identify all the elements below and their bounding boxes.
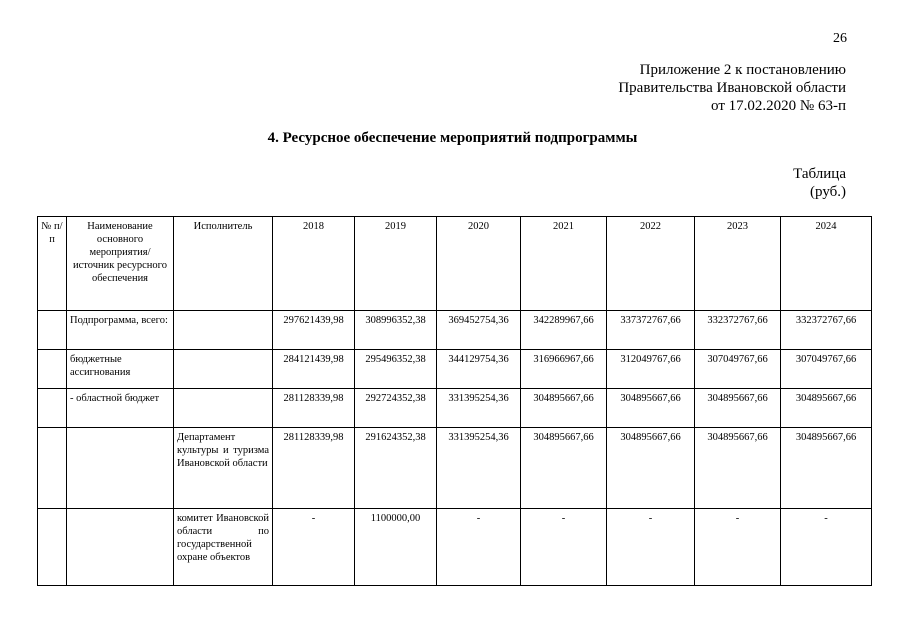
- cell-number: [38, 428, 67, 509]
- cell-value: 304895667,66: [695, 428, 781, 509]
- header-number: № п/п: [38, 217, 67, 311]
- cell-value: 344129754,36: [437, 350, 521, 389]
- resource-table: [37, 216, 872, 586]
- cell-value: -: [521, 509, 607, 586]
- cell-value: 284121439,98: [273, 350, 355, 389]
- cell-name: [67, 428, 174, 509]
- cell-value: -: [607, 509, 695, 586]
- cell-name: Подпрограмма, всего:: [67, 311, 174, 350]
- appendix-line: от 17.02.2020 № 63-п: [711, 98, 846, 114]
- cell-value: 304895667,66: [607, 428, 695, 509]
- cell-value: 331395254,36: [437, 428, 521, 509]
- cell-executor: Департамент культуры и туризма Ивановской области: [174, 428, 273, 509]
- table-row: [38, 428, 872, 509]
- cell-value: 337372767,66: [607, 311, 695, 350]
- cell-value: 304895667,66: [695, 389, 781, 428]
- cell-value: 312049767,66: [607, 350, 695, 389]
- header-year: 2022: [607, 217, 695, 311]
- header-name: Наименование основного мероприятия/ источник ресурсного обеспечения: [67, 217, 174, 311]
- cell-executor: комитет Ивановской области по государственной охране объектов: [174, 509, 273, 586]
- cell-value: -: [437, 509, 521, 586]
- page-number: 26: [833, 31, 847, 46]
- table-row: [38, 389, 872, 428]
- cell-value: -: [695, 509, 781, 586]
- header-year: 2023: [695, 217, 781, 311]
- currency-unit: (руб.): [810, 184, 846, 200]
- cell-value: 281128339,98: [273, 428, 355, 509]
- appendix-reference: [618, 61, 846, 115]
- cell-value: 304895667,66: [521, 428, 607, 509]
- resource-table-container: [37, 216, 871, 586]
- cell-value: 304895667,66: [521, 389, 607, 428]
- header-executor: Исполнитель: [174, 217, 273, 311]
- cell-value: 304895667,66: [607, 389, 695, 428]
- cell-value: 295496352,38: [355, 350, 437, 389]
- cell-number: [38, 311, 67, 350]
- cell-value: 304895667,66: [781, 428, 872, 509]
- cell-name: [67, 509, 174, 586]
- cell-value: 291624352,38: [355, 428, 437, 509]
- cell-value: -: [781, 509, 872, 586]
- cell-executor: [174, 311, 273, 350]
- cell-value: 332372767,66: [781, 311, 872, 350]
- cell-value: 332372767,66: [695, 311, 781, 350]
- table-label: Таблица: [793, 166, 846, 182]
- header-year: 2018: [273, 217, 355, 311]
- header-year: 2024: [781, 217, 872, 311]
- table-label-block: [793, 165, 846, 201]
- cell-value: 281128339,98: [273, 389, 355, 428]
- cell-value: 307049767,66: [695, 350, 781, 389]
- cell-value: 369452754,36: [437, 311, 521, 350]
- cell-number: [38, 389, 67, 428]
- header-year: 2021: [521, 217, 607, 311]
- header-year: 2019: [355, 217, 437, 311]
- cell-value: 307049767,66: [781, 350, 872, 389]
- appendix-line: Правительства Ивановской области: [618, 80, 846, 96]
- cell-number: [38, 350, 67, 389]
- table-row: [38, 350, 872, 389]
- header-year: 2020: [437, 217, 521, 311]
- table-header-row: [38, 217, 872, 311]
- cell-value: 308996352,38: [355, 311, 437, 350]
- cell-name: бюджетные ассигнования: [67, 350, 174, 389]
- cell-value: 342289967,66: [521, 311, 607, 350]
- cell-name: - областной бюджет: [67, 389, 174, 428]
- cell-executor: [174, 350, 273, 389]
- cell-executor: [174, 389, 273, 428]
- table-row: [38, 311, 872, 350]
- cell-value: 1100000,00: [355, 509, 437, 586]
- cell-value: 331395254,36: [437, 389, 521, 428]
- cell-value: 292724352,38: [355, 389, 437, 428]
- appendix-line: Приложение 2 к постановлению: [639, 62, 846, 78]
- cell-value: -: [273, 509, 355, 586]
- table-row: [38, 509, 872, 586]
- cell-value: 297621439,98: [273, 311, 355, 350]
- cell-value: 316966967,66: [521, 350, 607, 389]
- cell-number: [38, 509, 67, 586]
- cell-value: 304895667,66: [781, 389, 872, 428]
- section-title: 4. Ресурсное обеспечение мероприятий подпрограммы: [267, 130, 638, 146]
